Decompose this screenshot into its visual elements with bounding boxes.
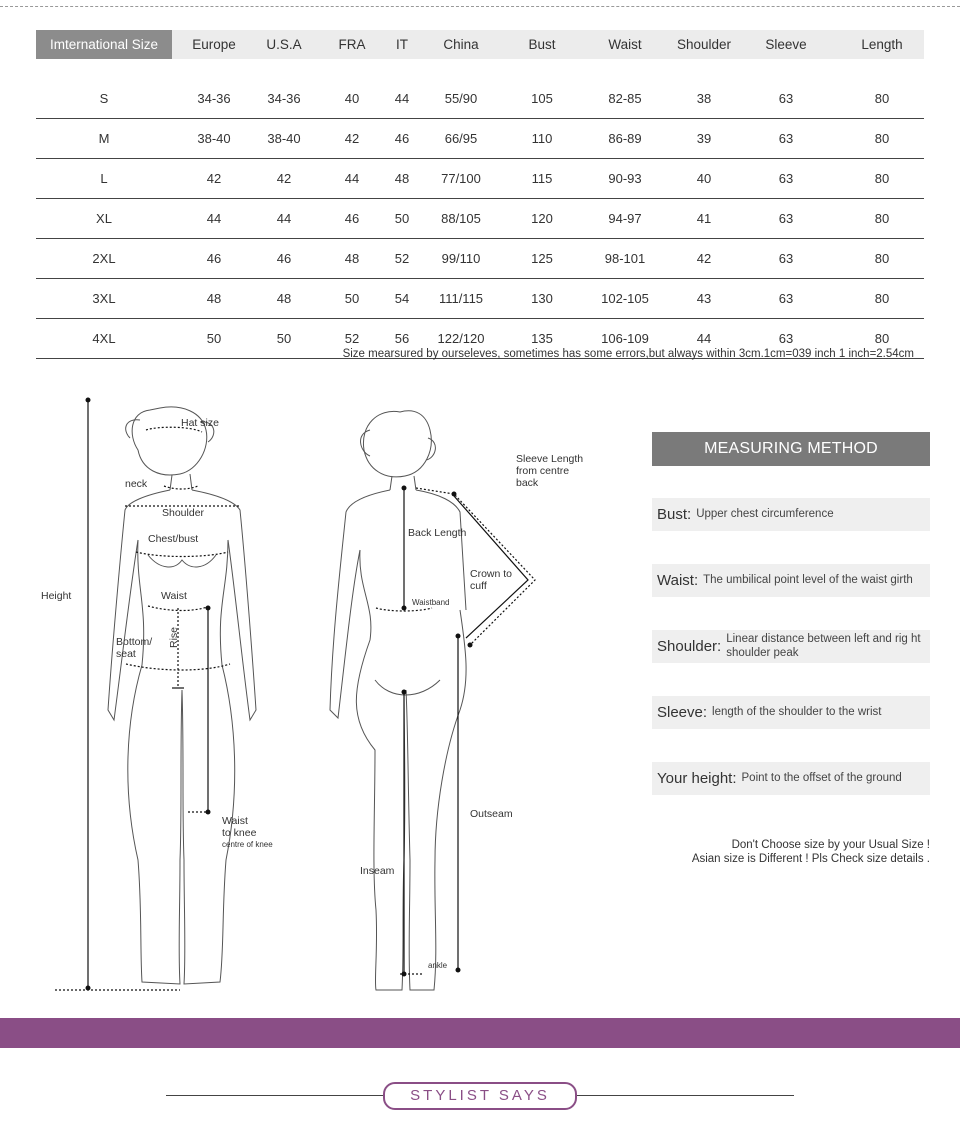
table-cell: 56	[394, 331, 410, 346]
table-cell: 42	[344, 131, 360, 146]
label-crown-to-cuff: Crown to cuff	[470, 568, 513, 593]
table-cell: 42	[206, 171, 222, 186]
body-outline-illustration	[30, 390, 590, 1000]
size-advice	[692, 838, 930, 866]
table-cell: 130	[531, 291, 553, 306]
table-cell: XL	[96, 211, 112, 226]
table-cell: 4XL	[92, 331, 116, 346]
method-row-shoulder	[652, 630, 930, 663]
table-cell: 135	[531, 331, 553, 346]
table-cell: 44	[394, 91, 410, 106]
purple-divider-band	[0, 1018, 960, 1048]
table-cell: 63	[778, 211, 794, 226]
table-header-cell: Europe	[192, 37, 236, 52]
table-cell: 77/100	[441, 171, 481, 186]
table-header-cell: FRA	[338, 37, 366, 52]
label-waist: Waist	[161, 590, 187, 602]
table-cell: 63	[778, 131, 794, 146]
label-chest-bust: Chest/bust	[148, 533, 199, 545]
table-cell: 39	[696, 131, 712, 146]
table-cell: 3XL	[92, 291, 116, 306]
table-cell: 46	[344, 211, 360, 226]
table-cell: 52	[344, 331, 360, 346]
method-desc: Upper chest circumference	[696, 507, 834, 520]
label-hat-size: Hat size	[181, 417, 219, 429]
table-cell: 80	[874, 291, 890, 306]
table-cell: 63	[778, 331, 794, 346]
table-row	[36, 279, 924, 319]
measurement-note: Size mearsured by ourseleves, sometimes has some errors,but always within 3cm.1cm=039 inch 1 inch=2.54cm	[342, 348, 914, 360]
table-row	[36, 119, 924, 159]
table-cell: 42	[696, 251, 712, 266]
table-cell: 63	[778, 291, 794, 306]
label-centre-of-knee: centre of knee	[222, 840, 273, 849]
label-back-length: Back Length	[408, 527, 467, 539]
table-header-cell: Sleeve	[765, 37, 807, 52]
method-term: Waist:	[657, 572, 699, 589]
table-cell: 38-40	[267, 131, 301, 146]
table-cell: 80	[874, 131, 890, 146]
label-inseam: Inseam	[360, 865, 395, 877]
table-cell: 48	[394, 171, 410, 186]
table-row	[36, 79, 924, 119]
table-header-cell: IT	[396, 37, 408, 52]
method-desc: length of the shoulder to the wrist	[712, 705, 882, 718]
table-cell: 44	[344, 171, 360, 186]
table-cell: 38-40	[197, 131, 231, 146]
table-row	[36, 159, 924, 199]
label-bottom-seat: Bottom/ seat	[116, 636, 153, 661]
table-cell: 50	[206, 331, 222, 346]
method-term: Sleeve:	[657, 704, 708, 721]
table-cell: 46	[276, 251, 292, 266]
table-header-cell: Shoulder	[676, 37, 732, 52]
table-cell: 40	[696, 171, 712, 186]
method-desc: Linear distance between left and rig ht shoulder peak	[726, 632, 921, 659]
method-term: Bust:	[657, 506, 692, 523]
table-cell: 46	[394, 131, 410, 146]
table-cell: M	[98, 131, 110, 146]
table-cell: 54	[394, 291, 410, 306]
table-cell: 86-89	[608, 131, 642, 146]
table-cell: 90-93	[608, 171, 642, 186]
label-sleeve-length: Sleeve Length from centre back	[516, 453, 584, 490]
label-waistband: Waistband	[412, 598, 450, 607]
table-cell: 66/95	[444, 131, 478, 146]
table-cell: 40	[344, 91, 360, 106]
table-cell: 80	[874, 171, 890, 186]
method-desc: The umbilical point level of the waist girth	[703, 573, 913, 586]
table-cell: L	[100, 171, 108, 186]
table-row	[36, 199, 924, 239]
table-cell: 82-85	[608, 91, 642, 106]
table-cell: 50	[394, 211, 410, 226]
method-term: Shoulder:	[657, 638, 722, 655]
table-cell: 50	[276, 331, 292, 346]
table-cell: 120	[531, 211, 553, 226]
table-cell: 44	[276, 211, 292, 226]
table-cell: 63	[778, 171, 794, 186]
table-cell: 52	[394, 251, 410, 266]
table-cell: 42	[276, 171, 292, 186]
table-cell: S	[99, 91, 109, 106]
table-cell: 34-36	[197, 91, 231, 106]
table-cell: 115	[531, 171, 553, 186]
table-cell: 80	[874, 211, 890, 226]
stylist-line-right	[576, 1095, 794, 1096]
table-cell: 94-97	[608, 211, 642, 226]
table-cell: 46	[206, 251, 222, 266]
label-neck: neck	[125, 478, 148, 490]
table-header-cell: U.S.A	[266, 37, 302, 52]
table-cell: 102-105	[601, 291, 649, 306]
label-shoulder: Shoulder	[162, 507, 205, 519]
table-cell: 99/110	[441, 251, 481, 266]
table-cell: 105	[531, 91, 553, 106]
size-chart-table	[36, 30, 924, 359]
table-cell: 38	[696, 91, 712, 106]
table-cell: 98-101	[604, 251, 646, 266]
advice-line-2: Asian size is Different ! Pls Check size details .	[691, 853, 930, 865]
table-row	[36, 239, 924, 279]
label-height: Height	[41, 590, 72, 602]
label-outseam: Outseam	[470, 808, 513, 820]
table-cell: 80	[874, 331, 890, 346]
stylist-says-badge: STYLIST SAYS	[383, 1082, 577, 1110]
table-cell: 63	[778, 91, 794, 106]
table-cell: 63	[778, 251, 794, 266]
table-cell: 55/90	[444, 91, 478, 106]
table-cell: 80	[874, 91, 890, 106]
table-cell: 111/115	[438, 291, 484, 306]
table-cell: 2XL	[92, 251, 116, 266]
label-waist-to-knee: Waist to knee	[222, 815, 257, 840]
body-measurement-figure	[30, 390, 590, 1000]
method-row-sleeve	[652, 696, 930, 729]
stylist-line-left	[166, 1095, 384, 1096]
label-ankle: ankle	[428, 961, 448, 970]
label-rise: Rise	[168, 626, 180, 648]
table-header-cell: Waist	[608, 37, 642, 52]
method-row-bust	[652, 498, 930, 531]
table-cell: 50	[344, 291, 360, 306]
table-header-cell: Bust	[528, 37, 556, 52]
table-cell: 88/105	[441, 211, 481, 226]
table-cell: 110	[531, 131, 553, 146]
table-cell: 44	[696, 331, 712, 346]
method-desc: Point to the offset of the ground	[741, 771, 902, 784]
top-dashed-divider	[0, 6, 960, 7]
table-cell: 34-36	[267, 91, 301, 106]
table-header-cell: China	[443, 37, 479, 52]
measuring-method-title: MEASURING METHOD	[652, 432, 930, 466]
table-cell: 80	[874, 251, 890, 266]
advice-line-1: Don't Choose size by your Usual Size !	[731, 839, 930, 851]
table-header-row	[36, 30, 924, 59]
table-cell: 43	[696, 291, 712, 306]
method-row-height	[652, 762, 930, 795]
table-cell: 48	[206, 291, 222, 306]
table-cell: 48	[344, 251, 360, 266]
table-cell: 41	[696, 211, 712, 226]
table-cell: 106-109	[601, 331, 649, 346]
table-header-cell: Length	[861, 37, 903, 52]
method-term: Your height:	[657, 770, 737, 787]
table-cell: 44	[206, 211, 222, 226]
method-row-waist	[652, 564, 930, 597]
table-cell: 122/120	[437, 331, 485, 346]
table-cell: 125	[531, 251, 553, 266]
table-cell: 48	[276, 291, 292, 306]
table-header-cell: Imternational Size	[36, 30, 172, 59]
